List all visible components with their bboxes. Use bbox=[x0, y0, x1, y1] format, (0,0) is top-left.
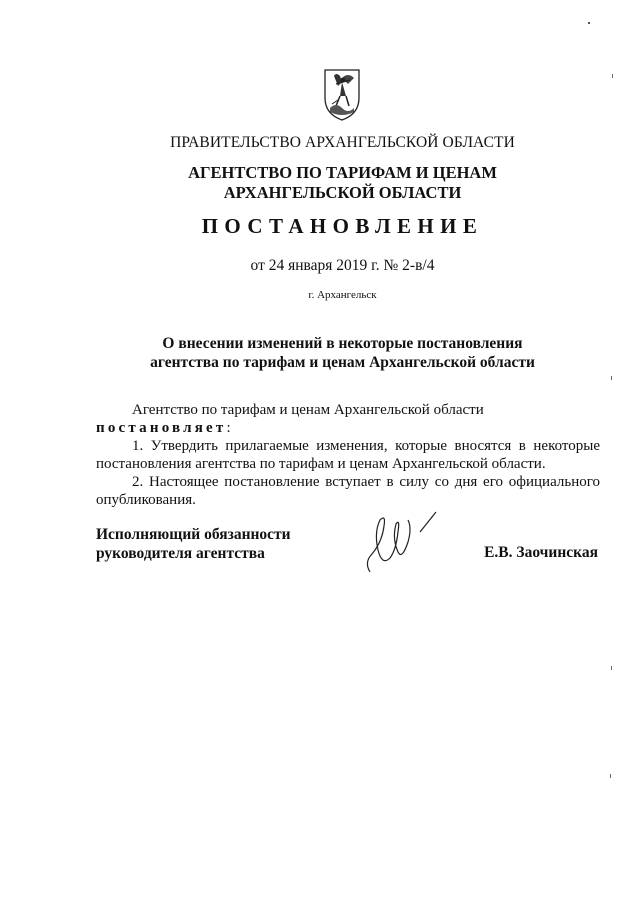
intro-colon: : bbox=[226, 420, 231, 436]
document-type: ПОСТАНОВЛЕНИЕ bbox=[201, 214, 484, 238]
coat-of-arms-icon bbox=[322, 68, 362, 122]
agency-name-line1: АГЕНТСТВО ПО ТАРИФАМ И ЦЕНАМ bbox=[188, 163, 497, 182]
signer-position-line2: руководителя агентства bbox=[96, 545, 265, 562]
document-body bbox=[96, 401, 600, 509]
city: г. Архангельск bbox=[308, 289, 377, 301]
subject-line1: О внесении изменений в некоторые постановления bbox=[162, 335, 523, 352]
signer-position-line1: Исполняющий обязанности bbox=[96, 526, 291, 543]
date-and-number: от 24 января 2019 г. № 2-в/4 bbox=[250, 257, 435, 274]
item-1: 1. Утвердить прилагаемые изменения, которые вносятся в некоторые постановления агентства по тарифам и ценам Архангельской области. bbox=[96, 438, 600, 472]
item-2: 2. Настоящее постановление вступает в силу со дня его официального опубликования. bbox=[96, 474, 600, 508]
subject-line2: агентства по тарифам и ценам Архангельской области bbox=[150, 354, 535, 371]
agency-name-line2: АРХАНГЕЛЬСКОЙ ОБЛАСТИ bbox=[223, 183, 462, 202]
handwritten-signature bbox=[362, 502, 442, 586]
intro-verb: постановляет bbox=[96, 420, 227, 436]
signer-name: Е.В. Заочинская bbox=[484, 544, 598, 561]
scan-mark bbox=[610, 774, 611, 778]
scan-mark bbox=[611, 666, 612, 670]
government-name: ПРАВИТЕЛЬСТВО АРХАНГЕЛЬСКОЙ ОБЛАСТИ bbox=[170, 134, 515, 151]
intro-paragraph bbox=[96, 401, 600, 437]
scan-mark bbox=[612, 74, 613, 78]
signer-position bbox=[96, 525, 291, 563]
agency-name bbox=[0, 163, 640, 203]
scan-mark bbox=[611, 376, 612, 380]
intro-text: Агентство по тарифам и ценам Архангельской области bbox=[132, 402, 484, 418]
document-subject bbox=[0, 334, 640, 372]
scan-mark bbox=[588, 22, 590, 24]
